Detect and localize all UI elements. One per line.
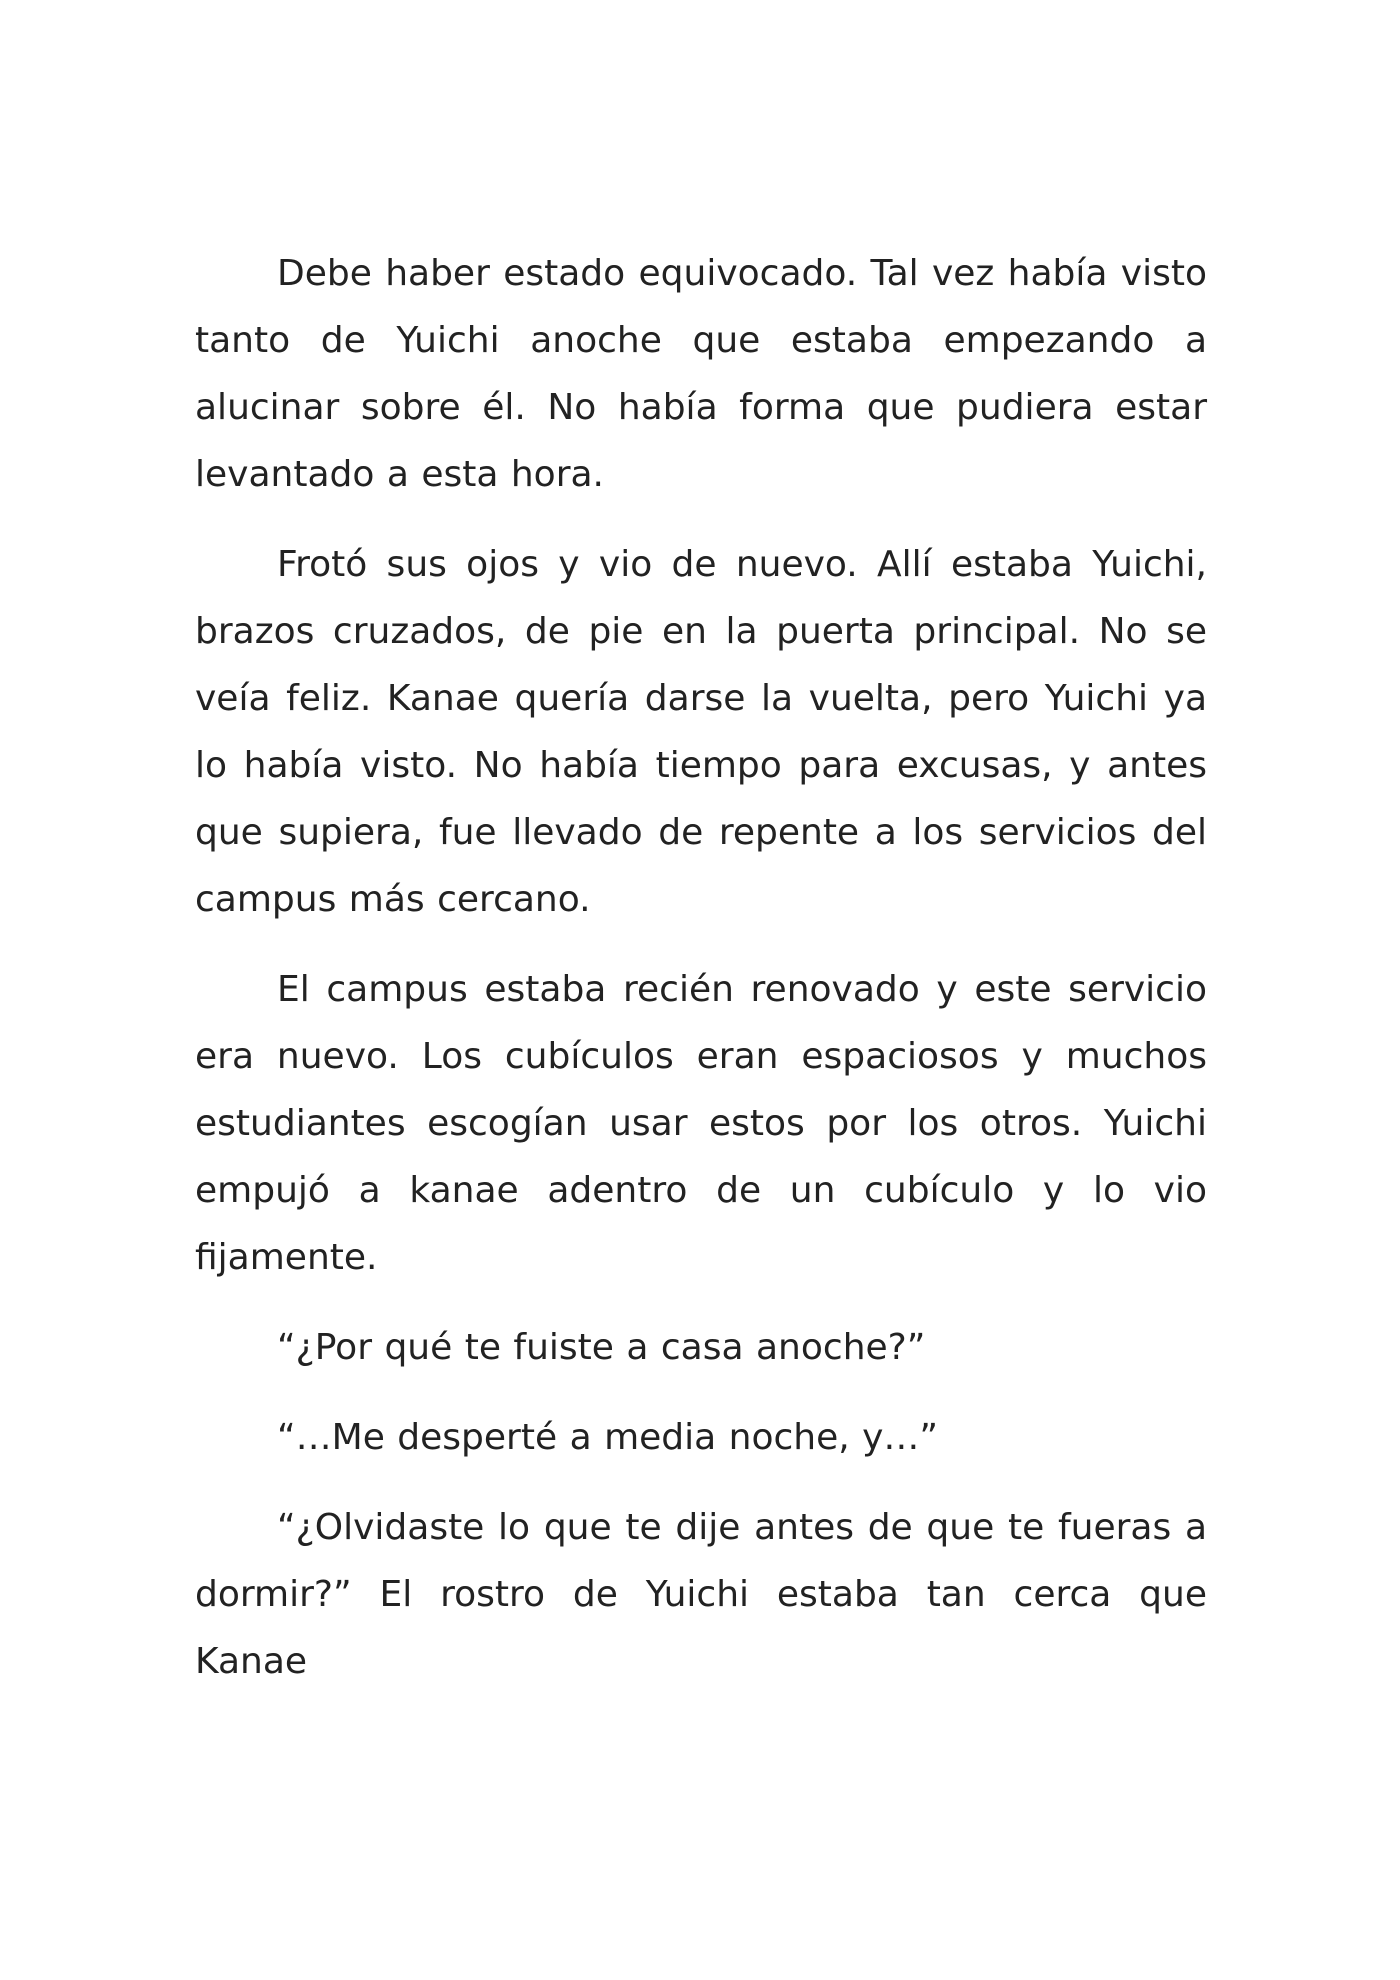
document-body	[195, 240, 1207, 1695]
paragraph-5: “…Me desperté a media noche, y…”	[277, 1417, 939, 1458]
paragraph-6: “¿Olvidaste lo que te dije antes de que te fueras a dormir?” El rostro de Yuichi estaba tan cerca que Kanae	[195, 1507, 1207, 1682]
paragraph-4: “¿Por qué te fuiste a casa anoche?”	[277, 1327, 926, 1368]
paragraph-3: El campus estaba recién renovado y este servicio era nuevo. Los cubículos eran espaciosos y muchos estudiantes escogían usar estos por los otros. Yuichi empujó a kanae adentro de un cubículo y lo vio fijamente.	[195, 969, 1207, 1278]
paragraph-2: Frotó sus ojos y vio de nuevo. Allí estaba Yuichi, brazos cruzados, de pie en la puerta principal. No se veía feliz. Kanae quería darse la vuelta, pero Yuichi ya lo había visto. No había tiempo para excusas, y antes que supiera, fue llevado de repente a los servicios del campus más cercano.	[195, 544, 1207, 920]
paragraph-1: Debe haber estado equivocado. Tal vez había visto tanto de Yuichi anoche que estaba empezando a alucinar sobre él. No había forma que pudiera estar levantado a esta hora.	[195, 253, 1207, 495]
